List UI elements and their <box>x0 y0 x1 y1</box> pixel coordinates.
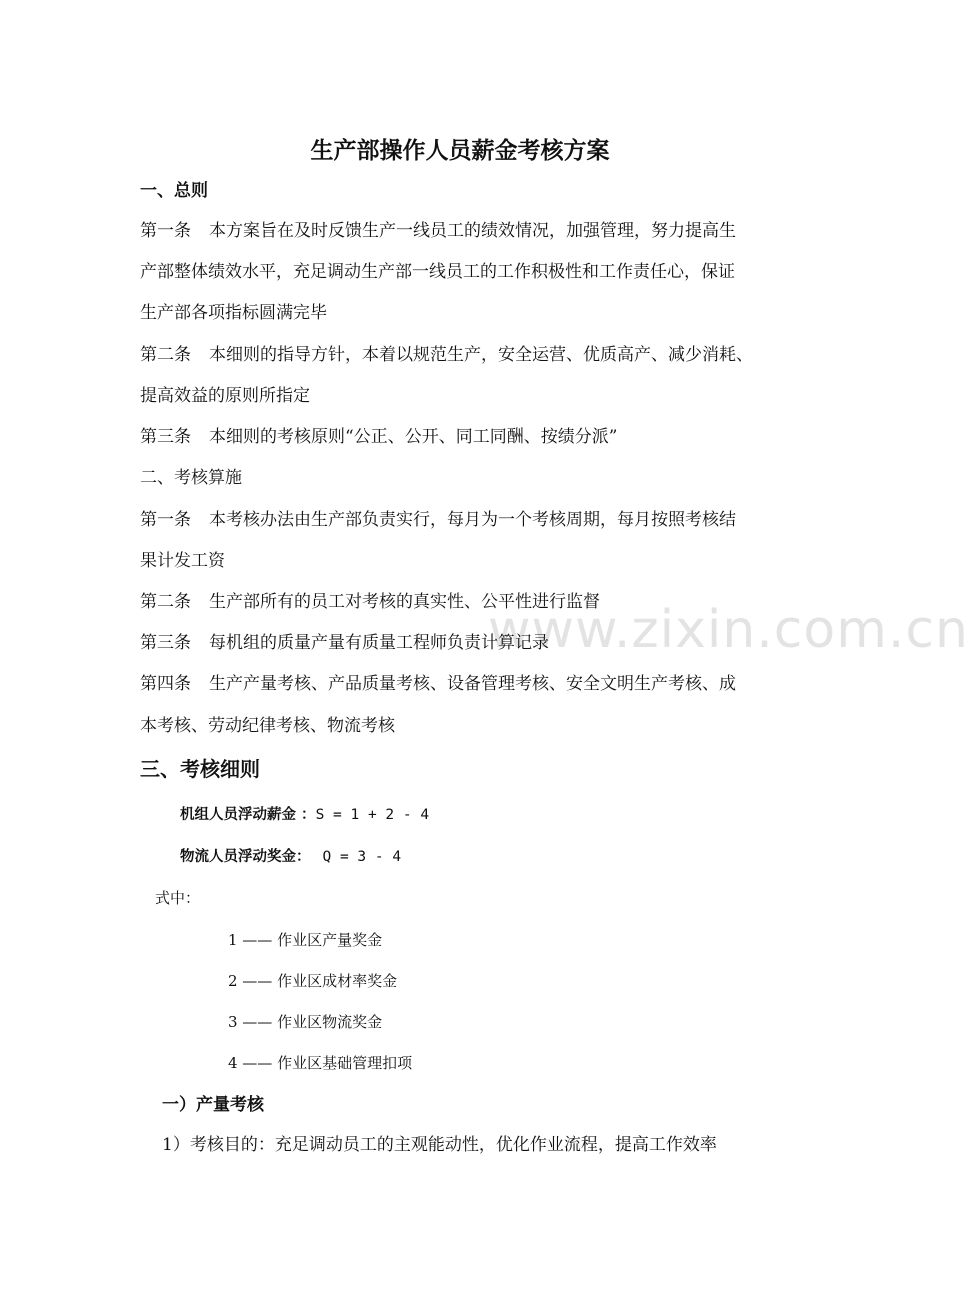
watermark: www.zixin.com.cn <box>488 600 969 660</box>
article-text: 每机组的质量产量有质量工程师负责计算记录 <box>209 633 549 653</box>
legend-item: 2 —— 作业区成材率奖金 <box>228 972 398 990</box>
article-line <box>140 591 600 613</box>
legend-item: 3 —— 作业区物流奖金 <box>228 1013 383 1031</box>
article-label: 第二条 <box>140 345 191 365</box>
article-line <box>140 509 736 531</box>
formula-expression: S = 1 + 2 - 4 <box>315 807 430 823</box>
legend-item: 4 —— 作业区基础管理扣项 <box>228 1054 413 1072</box>
article-label: 第四条 <box>140 674 191 694</box>
article-line <box>140 673 736 695</box>
article-text: 本细则的考核原则“公正、公开、同工同酬、按绩分派” <box>209 427 618 447</box>
article-label: 第一条 <box>140 510 191 530</box>
article-text: 本方案旨在及时反馈生产一线员工的绩效情况，加强管理，努力提高生 <box>209 221 736 241</box>
section-heading-general: 一、总则 <box>140 181 208 201</box>
article-line: 生产部各项指标圆满完毕 <box>140 303 327 323</box>
article-line <box>140 220 736 242</box>
article-line: 本考核、劳动纪律考核、物流考核 <box>140 716 395 736</box>
formula-expression: Q = 3 - 4 <box>322 849 402 865</box>
article-line <box>140 632 549 654</box>
where-label: 式中： <box>155 889 201 907</box>
section-heading-details: 三、考核细则 <box>140 757 260 781</box>
formula-unit-salary <box>180 804 429 826</box>
article-line: 产部整体绩效水平，充足调动生产部一线员工的工作积极性和工作责任心，保证 <box>140 262 735 282</box>
article-text: 生产部所有的员工对考核的真实性、公平性进行监督 <box>209 592 600 612</box>
article-line <box>140 344 753 366</box>
article-text: 本考核办法由生产部负责实行，每月为一个考核周期，每月按照考核结 <box>209 510 736 530</box>
formula-logistics-bonus <box>180 846 401 868</box>
article-label: 第三条 <box>140 633 191 653</box>
article-label: 第一条 <box>140 221 191 241</box>
formula-label: 机组人员浮动薪金 ： <box>180 807 316 823</box>
legend-item: 1 —— 作业区产量奖金 <box>228 931 383 949</box>
article-label: 第三条 <box>140 427 191 447</box>
article-line: 提高效益的原则所指定 <box>140 386 310 406</box>
article-text: 生产产量考核、产品质量考核、设备管理考核、安全文明生产考核、成 <box>209 674 736 694</box>
document-title: 生产部操作人员薪金考核方案 <box>310 138 610 164</box>
sub-item-purpose: 1）考核目的：充足调动员工的主观能动性，优化作业流程，提高工作效率 <box>162 1135 717 1155</box>
article-label: 第二条 <box>140 592 191 612</box>
section-heading-method: 二、考核算施 <box>140 468 242 488</box>
article-text: 本细则的指导方针，本着以规范生产，安全运营、优质高产、减少消耗、 <box>209 345 753 365</box>
sub-heading-output: 一）产量考核 <box>162 1095 264 1115</box>
article-line <box>140 426 617 448</box>
article-line: 果计发工资 <box>140 551 225 571</box>
formula-label: 物流人员浮动奖金： <box>180 849 311 865</box>
